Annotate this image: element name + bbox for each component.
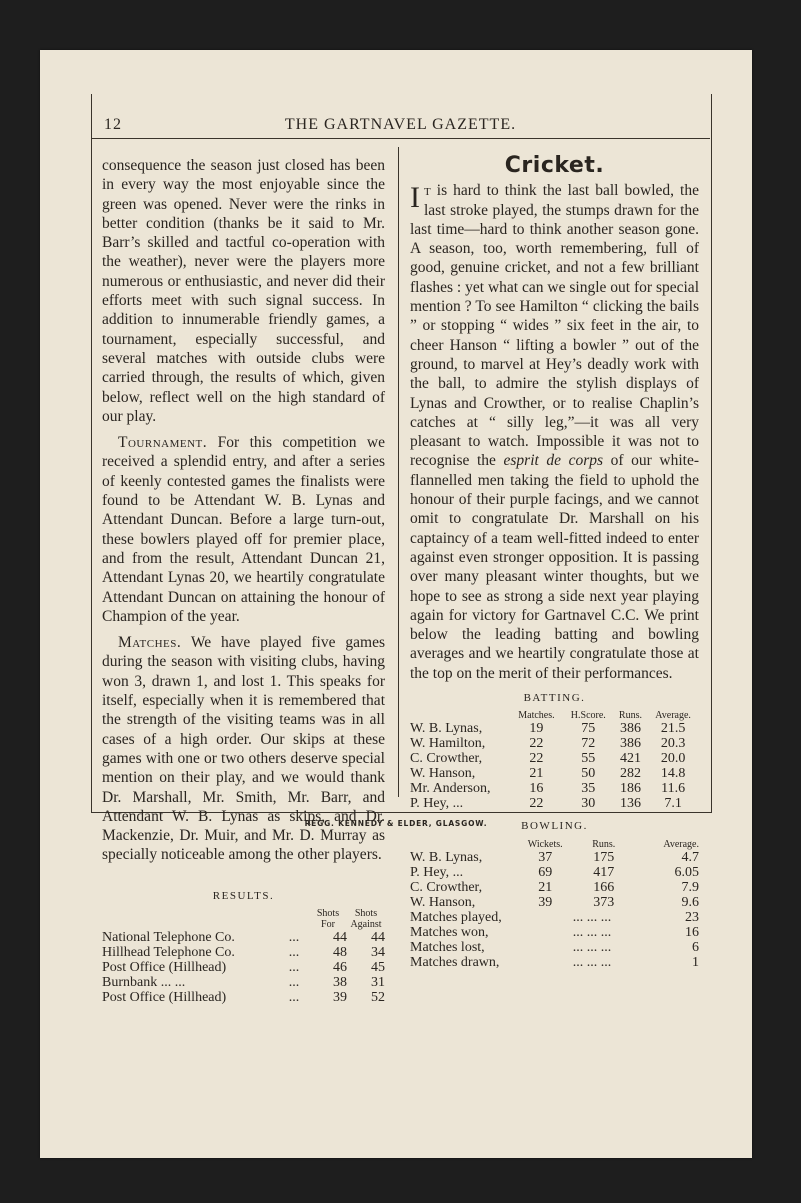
result-shots-against: 31 <box>371 974 385 990</box>
batsman-name: P. Hey, ... <box>410 796 464 812</box>
batting-matches: 21 <box>529 766 544 782</box>
batting-average: 21.5 <box>660 721 686 737</box>
result-shots-against: 44 <box>371 929 385 945</box>
result-dots: ... <box>288 989 300 1005</box>
bowling-row <box>410 880 699 895</box>
batting-high-score: 30 <box>581 796 596 812</box>
summary-dots: ... ... ... <box>572 939 612 955</box>
page <box>40 50 752 1158</box>
results-row <box>102 960 385 975</box>
summary-row <box>410 940 699 955</box>
result-club: Post Office (Hillhead) <box>102 989 227 1005</box>
page-number: 12 <box>104 116 122 133</box>
result-dots: ... <box>288 959 300 975</box>
batting-header-row <box>410 710 699 721</box>
batting-runs: 421 <box>619 751 641 767</box>
summary-dots: ... ... ... <box>572 924 612 940</box>
col-hscore: H.Score. <box>570 710 606 722</box>
matches-lead: Matches. <box>118 634 182 652</box>
batting-high-score: 75 <box>581 721 596 737</box>
bowling-runs: 373 <box>593 894 615 910</box>
batting-matches: 22 <box>529 751 544 767</box>
summary-value: 16 <box>685 924 699 940</box>
summary-label: Matches drawn, <box>410 954 500 970</box>
running-header <box>91 108 710 139</box>
bowling-average: 9.6 <box>681 894 699 910</box>
result-shots-against: 52 <box>371 989 385 1005</box>
batsman-name: Mr. Anderson, <box>410 781 491 797</box>
summary-row <box>410 910 699 925</box>
tournament-text: For this competition we received a splendid entry, and after a series of keenly contested games the finalists were found to be Attendant W. B. Lynas and Attendant Duncan. Before a large turn-out, these bowlers played off for premier place, and from the result, Attendant Duncan 21, Attendant Lynas 20, we heartily congratulate Attendant Duncan on attaining the honour of Champion of the year. <box>102 434 386 625</box>
bowling-heading: BOWLING. <box>521 820 588 833</box>
bowling-runs: 417 <box>593 864 615 880</box>
col-runs: Runs. <box>618 710 642 722</box>
bowling-row <box>410 895 699 910</box>
batting-runs: 186 <box>619 781 641 797</box>
printer-imprint: REGG. KENNEDY & ELDER, GLASGOW. <box>304 819 488 828</box>
tournament-lead: Tournament. <box>118 434 208 452</box>
batting-matches: 22 <box>529 736 544 752</box>
batsman-name: W. Hamilton, <box>410 736 486 752</box>
drop-cap: I <box>410 181 420 215</box>
batting-runs: 386 <box>619 721 641 737</box>
result-shots-for: 46 <box>333 959 347 975</box>
batting-heading: BATTING. <box>523 692 586 705</box>
cricket-heading: Cricket. <box>504 153 605 178</box>
bowling-average: 6.05 <box>674 864 699 880</box>
col-average: Average. <box>655 710 691 722</box>
batting-high-score: 35 <box>581 781 596 797</box>
cricket-text-end: of our white-flannelled men taking the field to uphold the honour of their purple facings, and we cannot omit to congratulate Dr. Marshall on his captaincy of a team well-fitted indeed to enter against even stronger opposition. It is passing over many pleasant winter thoughts, but we hope to see as strong a side next year playing again for victory for Gartnavel C.C. We print below the leading batting and bowling averages and we heartily congratulate those at the top on the merit of their performances. <box>410 452 700 682</box>
batting-average: 14.8 <box>660 766 686 782</box>
summary-value: 1 <box>692 954 699 970</box>
batsman-name: C. Crowther, <box>410 751 483 767</box>
result-club: Post Office (Hillhead) <box>102 959 227 975</box>
results-heading: RESULTS. <box>212 889 275 902</box>
cricket-text: is hard to think the last ball bowled, the last stroke played, the stumps drawn for the last time—hard to think another season gone. A season, too, worth remembering, full of good, genuine cricket, and not a few brilliant flashes : yet what can we single out for special mention ? To see Hamilton “ clicking the bails ” or stopping “ wides ” six feet in the air, to cheer Hanson “ lifting a bowler ” out of the ground, to marvel at Hey’s deadly work with the ball, to admire the stylish displays of Lynas and Crowther, or to realise Chaplin’s catches at “ silly leg,”—it was all very pleasant to watch. Impossible it was not to recognise the <box>410 182 699 470</box>
summary-value: 6 <box>692 939 699 955</box>
bowling-average: 4.7 <box>681 849 699 865</box>
result-shots-against: 34 <box>371 944 385 960</box>
bowling-wickets: 21 <box>538 879 553 895</box>
result-club: Burnbank ... ... <box>102 974 186 990</box>
col-bowl-average: Average. <box>663 838 699 850</box>
summary-table <box>410 910 699 970</box>
batting-high-score: 72 <box>581 736 596 752</box>
result-club: Hillhead Telephone Co. <box>102 944 235 960</box>
bowler-name: W. B. Lynas, <box>410 849 483 865</box>
col-bowl-runs: Runs. <box>592 838 616 850</box>
bowling-row <box>410 865 699 880</box>
tournament-paragraph <box>102 433 385 626</box>
batting-matches: 19 <box>529 721 544 737</box>
bowling-header-row <box>410 839 699 850</box>
result-shots-against: 45 <box>371 959 385 975</box>
result-shots-for: 39 <box>333 989 347 1005</box>
results-row <box>102 930 385 945</box>
summary-row <box>410 925 699 940</box>
col-wickets: Wickets. <box>527 838 563 850</box>
bowling-table <box>410 839 699 910</box>
batting-average: 20.3 <box>660 736 686 752</box>
col-matches: Matches. <box>518 710 555 722</box>
bowling-row <box>410 850 699 865</box>
summary-label: Matches played, <box>410 909 502 925</box>
cricket-paragraph <box>410 181 699 683</box>
results-row <box>102 990 385 1005</box>
batting-runs: 386 <box>619 736 641 752</box>
batting-row <box>410 751 699 766</box>
batting-row <box>410 766 699 781</box>
bowling-runs: 166 <box>593 879 615 895</box>
batting-high-score: 50 <box>581 766 596 782</box>
bowling-runs: 175 <box>593 849 615 865</box>
summary-label: Matches lost, <box>410 939 485 955</box>
summary-dots: ... ... ... <box>572 909 612 925</box>
bowling-intro-paragraph: consequence the season just closed has been in every way the most enjoyable since the green was opened. Never were the rinks in better condition (thanks be it said to Mr. Barr’s skilled and tactful co-operation with the weather), never were the players more numerous or enthusiastic, and never did their efforts meet with such signal success. In addition to innumerable friendly games, a tournament, especially successful, and several matches with outside clubs were carried through, the results of which, given below, reflect well on the high standard of our play. <box>102 157 385 425</box>
batting-average: 20.0 <box>660 751 686 767</box>
summary-dots: ... ... ... <box>572 954 612 970</box>
result-dots: ... <box>288 944 300 960</box>
batting-row <box>410 721 699 736</box>
column-divider <box>398 147 399 797</box>
results-row <box>102 945 385 960</box>
bowling-wickets: 39 <box>538 894 553 910</box>
bowling-wickets: 69 <box>538 864 553 880</box>
result-dots: ... <box>288 929 300 945</box>
result-shots-for: 44 <box>333 929 347 945</box>
col-shots-for: Shots For <box>316 907 340 930</box>
result-shots-for: 48 <box>333 944 347 960</box>
results-table <box>102 908 385 1005</box>
batting-runs: 136 <box>619 796 641 812</box>
result-dots: ... <box>288 974 300 990</box>
drop-cap-tail: t <box>424 182 431 200</box>
batting-average: 11.6 <box>661 781 686 797</box>
right-column <box>410 153 700 970</box>
bowler-name: W. Hanson, <box>410 894 476 910</box>
results-row <box>102 975 385 990</box>
batsman-name: W. Hanson, <box>410 766 476 782</box>
batting-matches: 22 <box>529 796 544 812</box>
result-shots-for: 38 <box>333 974 347 990</box>
batting-runs: 282 <box>619 766 641 782</box>
results-header-row <box>102 908 385 930</box>
result-club: National Telephone Co. <box>102 929 235 945</box>
col-shots-against: Shots Against <box>350 907 382 930</box>
bowler-name: C. Crowther, <box>410 879 483 895</box>
batting-high-score: 55 <box>581 751 596 767</box>
bowling-wickets: 37 <box>538 849 553 865</box>
batsman-name: W. B. Lynas, <box>410 721 483 737</box>
bowler-name: P. Hey, ... <box>410 864 464 880</box>
summary-value: 23 <box>685 909 699 925</box>
summary-row <box>410 955 699 970</box>
batting-row <box>410 781 699 796</box>
bowling-average: 7.9 <box>681 879 699 895</box>
batting-row <box>410 796 699 811</box>
esprit-de-corps: esprit de corps <box>503 452 604 470</box>
summary-label: Matches won, <box>410 924 489 940</box>
running-title: THE GARTNAVEL GAZETTE. <box>284 116 517 133</box>
batting-table <box>410 710 699 811</box>
matches-text: We have played five games during the season with visiting clubs, having won 3, drawn 1, and lost 1. This speaks for itself, especially when it is remembered that the strength of the visiting teams was in all cases of a high order. Our skips at these games with one or two others deserve special mention on their play, and we would thank Dr. Marshall, Mr. Smith, Mr. Barr, and Attendant W. B. Lynas as skips, and Dr. Mackenzie, Dr. Muir, and Mr. D. Murray as specially noticeable among the other players. <box>102 634 385 864</box>
matches-paragraph <box>102 633 385 865</box>
batting-row <box>410 736 699 751</box>
batting-average: 7.1 <box>664 796 682 812</box>
batting-matches: 16 <box>529 781 544 797</box>
left-column <box>102 156 385 1005</box>
